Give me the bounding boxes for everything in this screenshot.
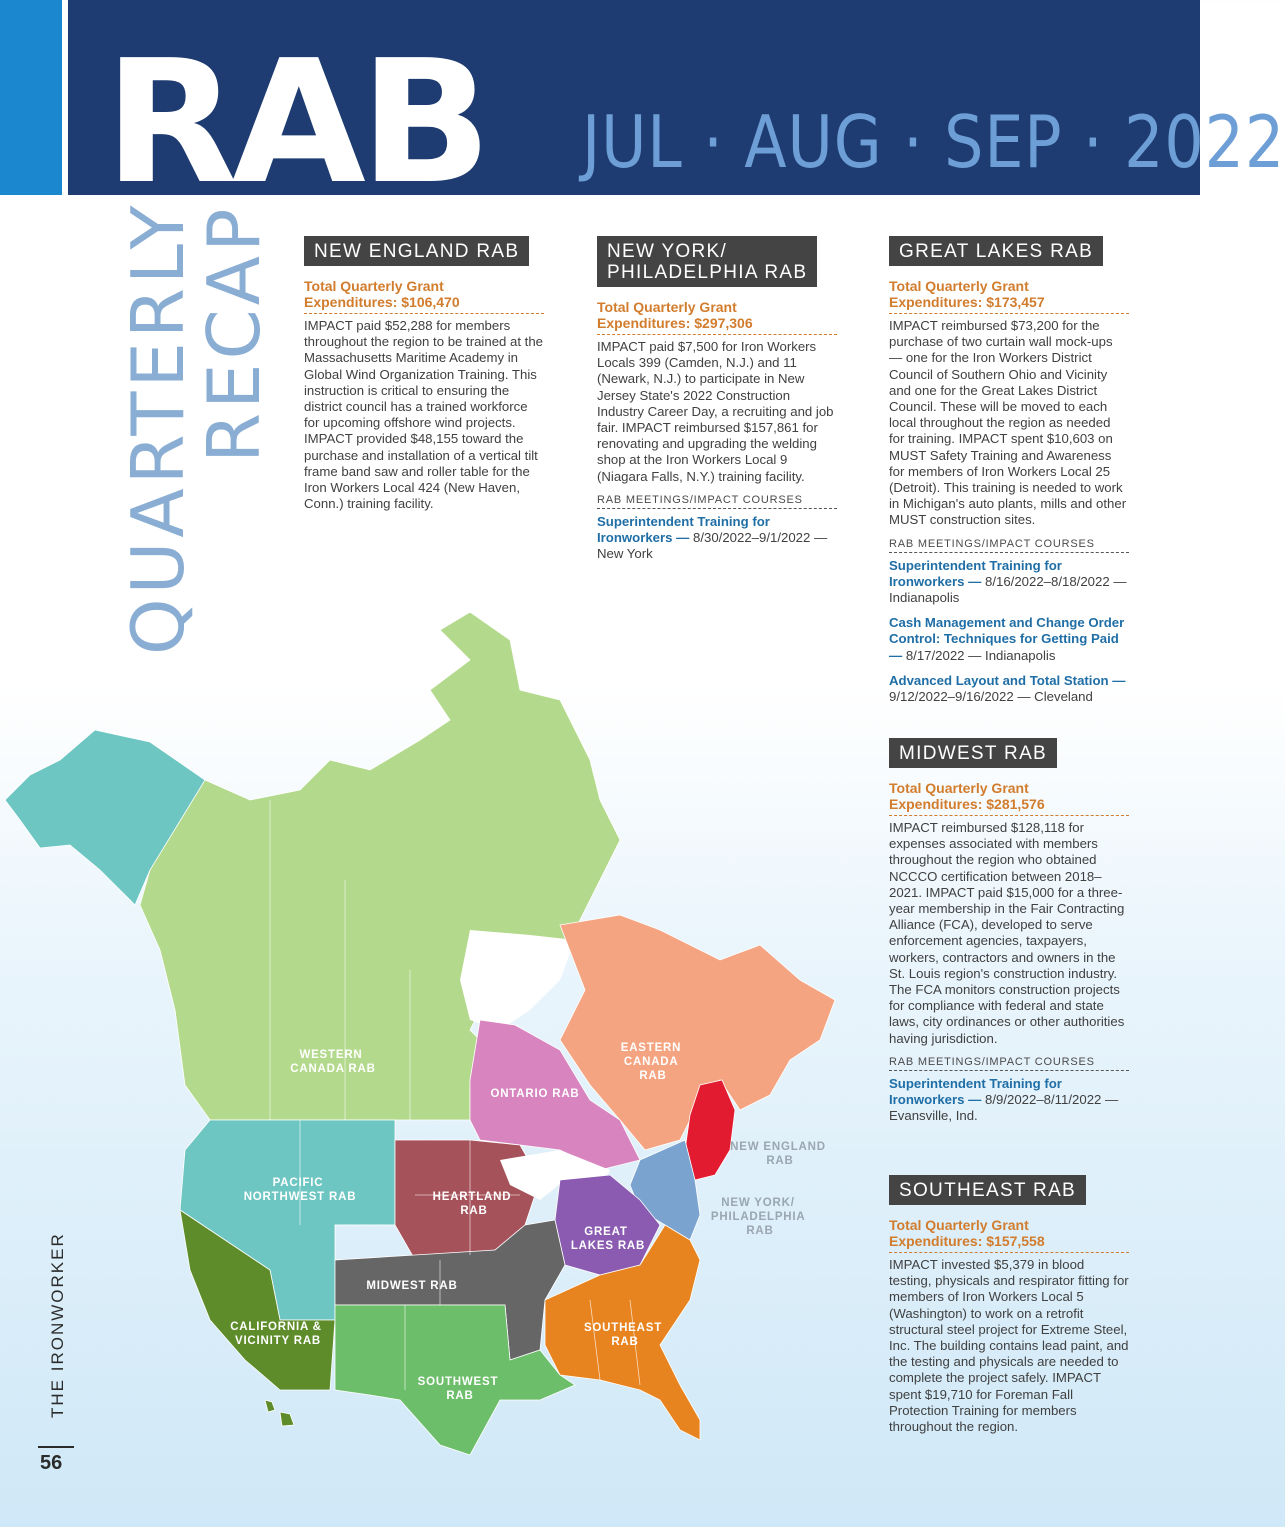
issue-date: JUL · AUG · SEP · 2022 — [582, 100, 1285, 184]
course-item: Superintendent Training for Ironworkers — 8/16/2022–8/18/2022 — Indianapolis — [889, 557, 1127, 606]
section-new-england — [304, 236, 544, 512]
label-western-canada: WESTERN CANADA RAB — [290, 1049, 376, 1075]
section-title: SOUTHEAST RAB — [889, 1175, 1086, 1205]
meetings-heading: RAB MEETINGS/IMPACT COURSES — [889, 1056, 1129, 1071]
section-body: IMPACT reimbursed $73,200 for the purchase of two curtain wall mock-ups — one for the Iron Workers District Council of Southern Ohio and Vicinity and one for the Great Lakes District Council. These will be moved to each local throughout the region as needed for training. IMPACT spent $10,603 on MUST Safety Training and Awareness for members of Iron Workers Local 25 (Detroit). This training is needed to work in Michigan's auto plants, mills and other MUST construction sites. — [889, 318, 1127, 528]
label-midwest: MIDWEST RAB — [366, 1280, 458, 1292]
label-ontario: ONTARIO RAB — [490, 1088, 580, 1100]
section-title: GREAT LAKES RAB — [889, 236, 1103, 266]
publication-name: THE IRONWORKER — [48, 1232, 67, 1418]
section-great-lakes — [889, 236, 1129, 705]
course-item: Cash Management and Change Order Control: Techniques for Getting Paid — 8/17/2022 — Indianapolis — [889, 615, 1125, 663]
section-title: MIDWEST RAB — [889, 738, 1057, 768]
page-number: 56 — [40, 1452, 63, 1474]
grant-total: Total Quarterly Grant Expenditures: $106,470 — [304, 278, 544, 314]
rab-logo: RAB — [104, 24, 486, 222]
label-southwest: SOUTHWEST RAB — [417, 1376, 499, 1402]
grant-total: Total Quarterly Grant Expenditures: $157,558 — [889, 1217, 1129, 1253]
section-title: NEW ENGLAND RAB — [304, 236, 529, 266]
grant-total: Total Quarterly Grant Expenditures: $173,457 — [889, 278, 1129, 314]
title-line-quarterly: QUARTERLY — [116, 201, 200, 655]
section-body: IMPACT invested $5,379 in blood testing, physicals and respirator fitting for members of Iron Workers Local 5 (Washington) to work on a retrofit structural steel project for Extreme Steel, Inc. The building contains lead paint, and the testing and physicals are needed to complete the project safely. IMPACT spent $19,710 for Foreman Fall Protection Training for members throughout the region. — [889, 1257, 1129, 1435]
label-new-england: NEW ENGLAND RAB — [730, 1141, 826, 1167]
quarterly-recap-title — [116, 201, 276, 655]
section-midwest — [889, 738, 1129, 1124]
rab-region-map — [0, 600, 860, 1500]
label-southeast: SOUTHEAST RAB — [583, 1322, 663, 1348]
label-california-vicinity: CALIFORNIA & VICINITY RAB — [230, 1321, 322, 1347]
course-item: Superintendent Training for Ironworkers — 8/30/2022–9/1/2022 — New York — [597, 513, 828, 562]
label-great-lakes: GREAT LAKES RAB — [570, 1226, 646, 1252]
label-new-york-philadelphia: NEW YORK/ PHILADELPHIA RAB — [710, 1197, 806, 1237]
hudson-bay — [460, 930, 575, 1030]
course-item: Superintendent Training for Ironworkers — 8/9/2022–8/11/2022 — Evansville, Ind. — [889, 1075, 1119, 1124]
grant-total: Total Quarterly Grant Expenditures: $297,306 — [597, 299, 837, 335]
section-body: IMPACT paid $52,288 for members throughout the region to be trained at the Massachusetts Maritime Academy in Global Wind Organization Training. This instruction is critical to ensuring the district council has a trained workforce for upcoming offshore wind projects. IMPACT provided $48,155 toward the purchase and installation of a vertical tilt frame band saw and roller table for the Iron Workers Local 424 (New Haven, Conn.) training facility. — [304, 318, 544, 512]
region-hawaii — [265, 1400, 294, 1426]
label-eastern-canada: EASTERN CANADA RAB — [620, 1042, 682, 1082]
section-southeast — [889, 1175, 1129, 1435]
section-body: IMPACT paid $7,500 for Iron Workers Locals 399 (Camden, N.J.) and 11 (Newark, N.J.) to participate in New Jersey State's 2022 Construction Industry Career Day, a recruiting and job fair. IMPACT reimbursed $157,861 for renovating and upgrading the welding shop at the Iron Workers Local 9 (Niagara Falls, N.Y.) training facility. — [597, 339, 834, 484]
title-line-recap: RECAP — [192, 204, 276, 463]
label-heartland: HEARTLAND RAB — [432, 1191, 512, 1217]
masthead — [0, 0, 1285, 222]
meetings-heading: RAB MEETINGS/IMPACT COURSES — [597, 494, 837, 509]
label-pacific-northwest: PACIFIC NORTHWEST RAB — [243, 1177, 357, 1203]
section-body: IMPACT reimbursed $128,118 for expenses associated with members throughout the region who obtained NCCCO certification between 2018–2021. IMPACT paid $15,000 for a three-year membership in the Fair Contracting Alliance (FCA), developed to serve enforcement agencies, taxpayers, workers, contractors and owners in the St. Louis region's construction industry. The FCA monitors construction projects for compliance with federal and state laws, city ordinances or other authorities having jurisdiction. — [889, 820, 1125, 1046]
grant-total: Total Quarterly Grant Expenditures: $281,576 — [889, 780, 1129, 816]
course-item: Advanced Layout and Total Station — 9/12/2022–9/16/2022 — Cleveland — [889, 672, 1126, 705]
masthead-divider — [62, 0, 68, 195]
meetings-heading: RAB MEETINGS/IMPACT COURSES — [889, 538, 1129, 553]
section-title: NEW YORK/ PHILADELPHIA RAB — [597, 236, 817, 287]
section-new-york-philadelphia — [597, 236, 837, 562]
masthead-accent-stripe — [0, 0, 62, 195]
